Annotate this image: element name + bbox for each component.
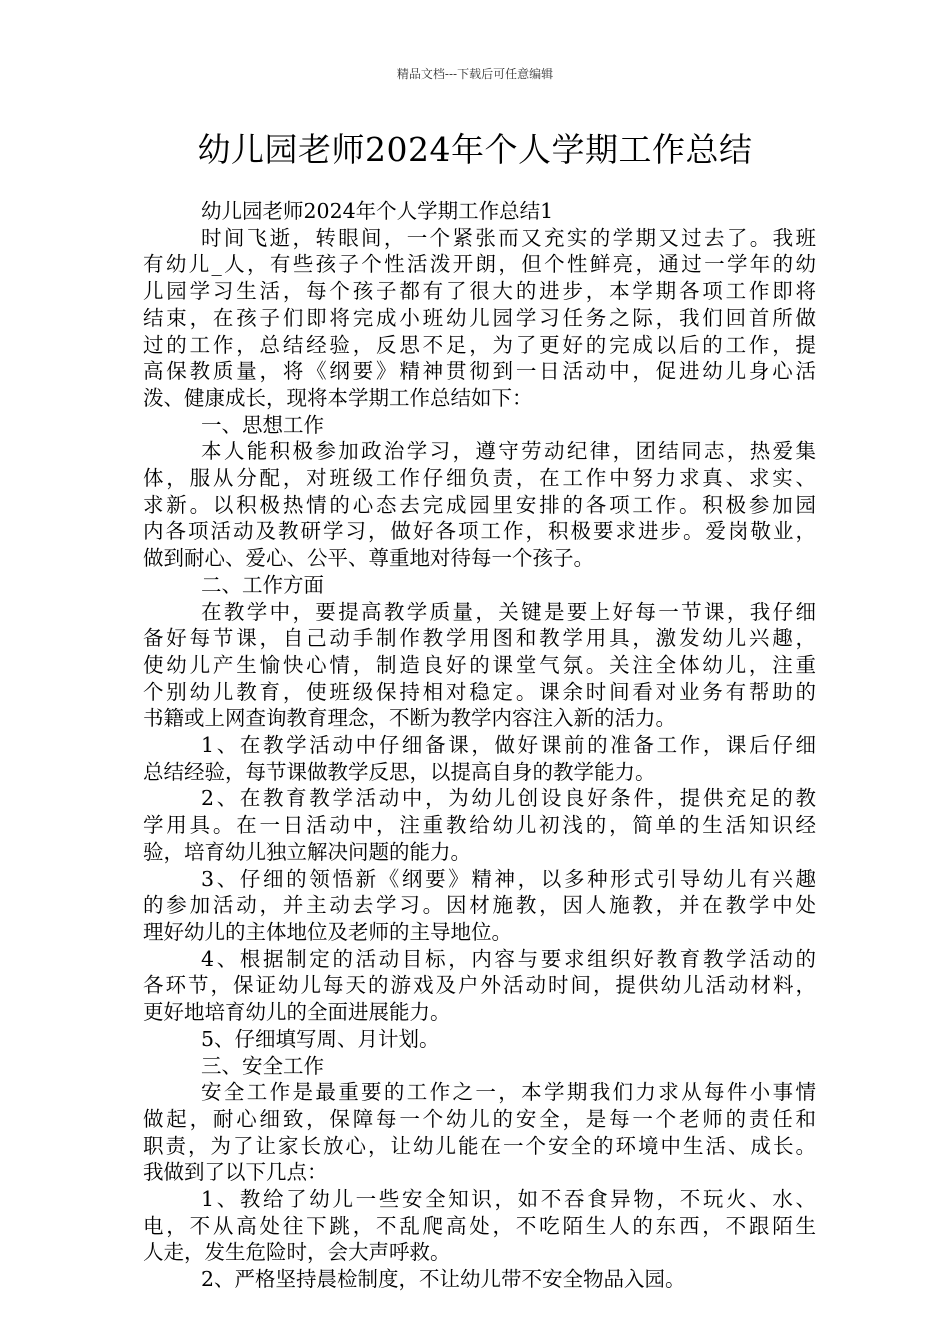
body-text-line: 各环节，保证幼儿每天的游戏及户外活动时间，提供幼儿活动材料，	[143, 973, 816, 998]
body-text-line: 的参加活动，并主动去学习。因材施教，因人施教，并在教学中处	[143, 893, 816, 918]
body-text-line: 理好幼儿的主体地位及老师的主导地位。	[143, 919, 512, 944]
body-text-line: 2、严格坚持晨检制度，不让幼儿带不安全物品入园。	[201, 1267, 686, 1292]
body-text-line: 安全工作是最重要的工作之一，本学期我们力求从每件小事情	[201, 1080, 816, 1105]
body-text-line: 过的工作，总结经验，反思不足，为了更好的完成以后的工作，提	[143, 332, 816, 357]
body-text-line: 有幼儿_人，有些孩子个性活泼开朗，但个性鲜亮，通过一学年的幼	[143, 252, 816, 277]
body-text-line: 结束，在孩子们即将完成小班幼儿园学习任务之际，我们回首所做	[143, 305, 816, 330]
body-text-line: 求新。以积极热情的心态去完成园里安排的各项工作。积极参加园	[143, 492, 816, 517]
body-text-line: 备好每节课，自己动手制作教学用图和教学用具，激发幼儿兴趣，	[143, 626, 816, 651]
body-text-line: 做起，耐心细致，保障每一个幼儿的安全，是每一个老师的责任和	[143, 1106, 816, 1131]
body-text-line: 书籍或上网查询教育理念，不断为教学内容注入新的活力。	[143, 706, 676, 731]
body-text-line: 学用具。在一日活动中，注重教给幼儿初浅的，简单的生活知识经	[143, 813, 816, 838]
body-text-line: 在教学中，要提高教学质量，关键是要上好每一节课，我仔细	[201, 599, 816, 624]
body-text-line: 更好地培育幼儿的全面进展能力。	[143, 1000, 451, 1025]
body-text-line: 高保教质量，将《纲要》精神贯彻到一日活动中，促进幼儿身心活	[143, 359, 816, 384]
body-text-line: 人走，发生危险时，会大声呼救。	[143, 1240, 451, 1265]
body-text-line: 二、工作方面	[201, 572, 324, 597]
body-text-line: 2、在教育教学活动中，为幼儿创设良好条件，提供充足的教	[201, 786, 816, 811]
body-text-line: 职责，为了让家长放心，让幼儿能在一个安全的环境中生活、成长。	[143, 1133, 816, 1158]
body-text-line: 时间飞逝，转眼间，一个紧张而又充实的学期又过去了。我班	[201, 225, 816, 250]
body-text-line: 体，服从分配，对班级工作仔细负责，在工作中努力求真、求实、	[143, 466, 816, 491]
body-text-line: 做到耐心、爱心、公平、尊重地对待每一个孩子。	[143, 546, 594, 571]
body-text-line: 3、仔细的领悟新《纲要》精神，以多种形式引导幼儿有兴趣	[201, 866, 816, 891]
page-header: 精品文档---下载后可任意编辑	[396, 67, 554, 81]
body-text-line: 总结经验，每节课做教学反思，以提高自身的教学能力。	[143, 759, 656, 784]
body-text-line: 我做到了以下几点：	[143, 1160, 328, 1185]
document-title: 幼儿园老师2024年个人学期工作总结	[197, 130, 753, 169]
body-text-line: 一、思想工作	[201, 412, 324, 437]
body-text-line: 儿园学习生活，每个孩子都有了很大的进步，本学期各项工作即将	[143, 279, 816, 304]
body-text-line: 泼、健康成长，现将本学期工作总结如下：	[143, 385, 533, 410]
body-text-line: 验，培育幼儿独立解决问题的能力。	[143, 839, 471, 864]
body-text-line: 幼儿园老师2024年个人学期工作总结1	[201, 199, 554, 223]
body-text-line: 1、在教学活动中仔细备课，做好课前的准备工作，课后仔细	[201, 733, 816, 758]
body-text-line: 电，不从高处往下跳，不乱爬高处，不吃陌生人的东西，不跟陌生	[143, 1213, 816, 1238]
body-text-line: 本人能积极参加政治学习，遵守劳动纪律，团结同志，热爱集	[201, 439, 816, 464]
body-text-line: 5、仔细填写周、月计划。	[201, 1026, 440, 1051]
body-text-line: 使幼儿产生愉快心情，制造良好的课堂气氛。关注全体幼儿，注重	[143, 652, 816, 677]
body-text-line: 内各项活动及教研学习，做好各项工作，积极要求进步。爱岗敬业，	[143, 519, 816, 544]
body-text-line: 1、教给了幼儿一些安全知识，如不吞食异物，不玩火、水、	[201, 1187, 816, 1212]
document-body	[143, 198, 816, 1293]
body-text-line: 三、安全工作	[201, 1053, 324, 1078]
body-text-line: 个别幼儿教育，使班级保持相对稳定。课余时间看对业务有帮助的	[143, 679, 816, 704]
body-text-line: 4、根据制定的活动目标，内容与要求组织好教育教学活动的	[201, 946, 816, 971]
